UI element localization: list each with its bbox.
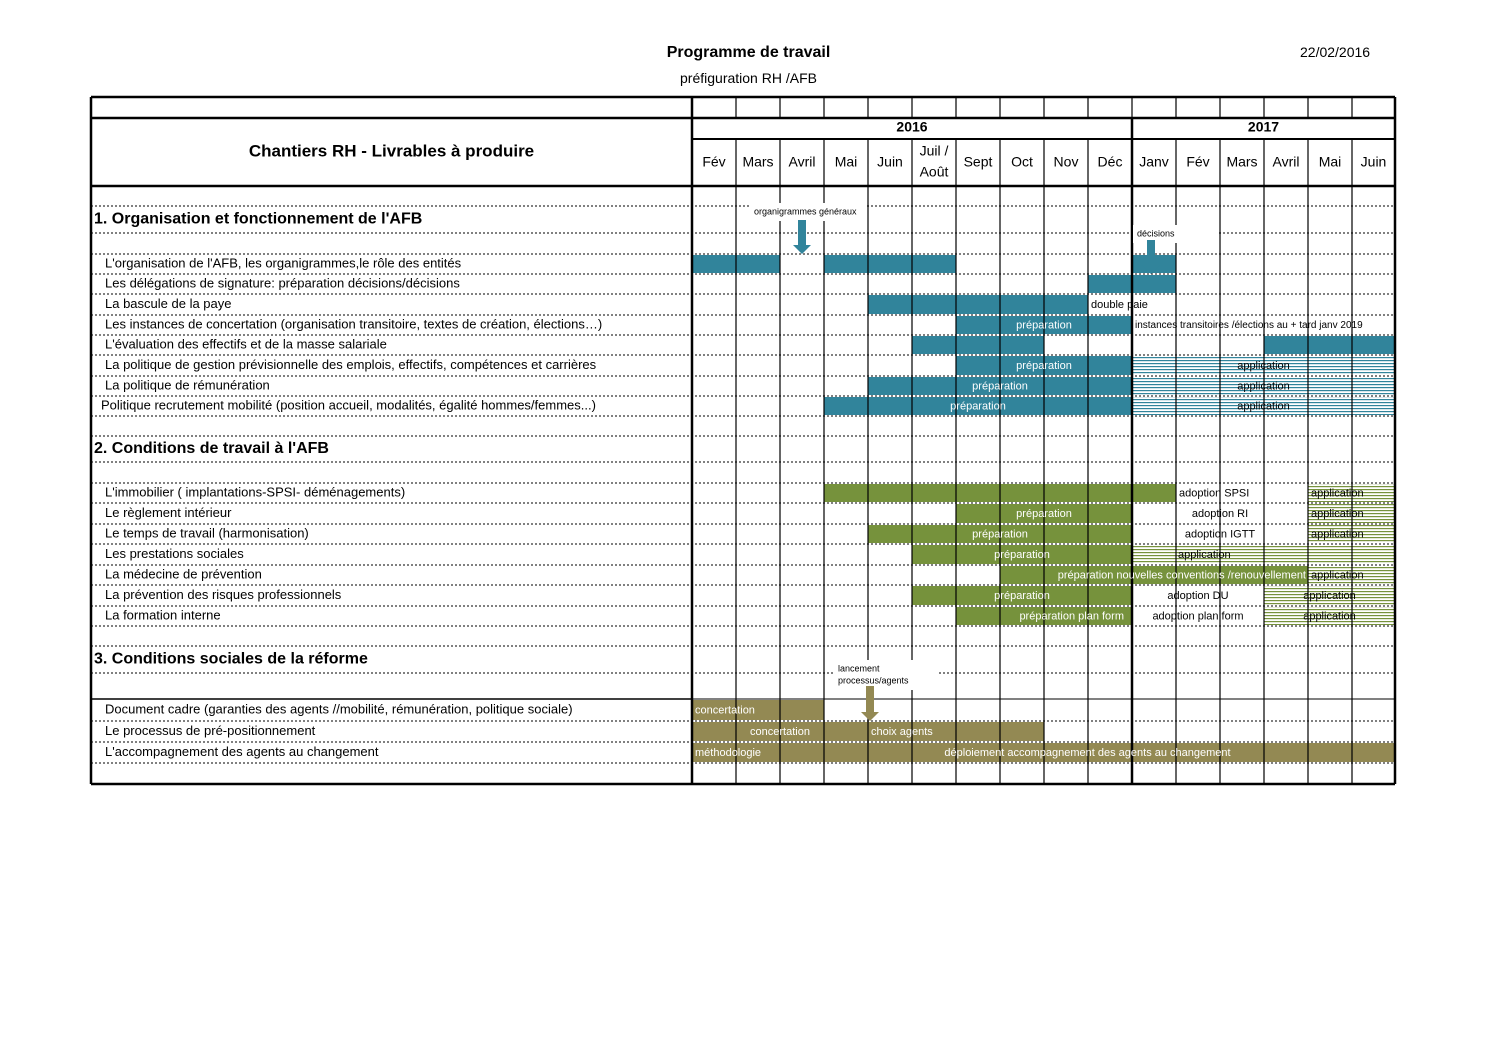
task-label: L'évaluation des effectifs et de la masse salariale [105, 336, 387, 352]
month-header: Fév [702, 153, 726, 170]
bar-label: application [1311, 528, 1364, 541]
month-header: Mars [1226, 153, 1258, 170]
bar-label: adoption RI [1191, 507, 1249, 520]
bar-label: préparation plan form [1019, 610, 1124, 623]
bar-label: adoption SPSI [1179, 487, 1250, 500]
down-arrow-icon [798, 220, 806, 246]
bar-label: double paie [1091, 298, 1148, 311]
bar-label: application [1311, 569, 1364, 582]
milestone-annotation [834, 660, 938, 721]
month-header: Mai [1318, 153, 1342, 170]
bar-label: application [1311, 487, 1364, 500]
bar-label: préparation [972, 380, 1028, 393]
month-header: Août [919, 163, 949, 180]
down-arrow-icon [793, 245, 811, 254]
bar-label: choix agents [871, 725, 933, 738]
bar-label: application [1303, 589, 1356, 602]
bar-label: concertation [695, 704, 755, 717]
month-header: Fév [1186, 153, 1210, 170]
month-header: Avril [1272, 153, 1300, 170]
annotation-text: décisions [1137, 228, 1175, 239]
task-label: L'immobilier ( implantations-SPSI- déménagements) [105, 484, 406, 500]
bar-label: préparation [1016, 507, 1072, 520]
task-label: Les délégations de signature: préparation décisions/décisions [105, 275, 460, 291]
down-arrow-icon [1147, 240, 1155, 266]
bar-label: préparation [950, 400, 1006, 413]
month-header: Juin [877, 153, 903, 170]
header-label: Chantiers RH - Livrables à produire [248, 141, 535, 161]
task-label: La médecine de prévention [105, 566, 262, 582]
bar-label: application [1237, 400, 1290, 413]
bar-label: préparation [1016, 359, 1072, 372]
month-header: Nov [1053, 153, 1079, 170]
bar-label: préparation [994, 548, 1050, 561]
task-label: La politique de gestion prévisionnelle des emplois, effectifs, compétences et carrières [105, 356, 597, 372]
down-arrow-icon [861, 712, 879, 721]
bar-label: application [1303, 610, 1356, 623]
document-subtitle: préfiguration RH /AFB [680, 70, 817, 86]
bar-label: déploiement accompagnement des agents au changement [944, 746, 1231, 759]
section-title: 2. Conditions de travail à l'AFB [94, 440, 329, 458]
year-2017-label: 2017 [1247, 118, 1280, 135]
annotation-text: organigrammes généraux [754, 206, 857, 217]
month-header: Sept [963, 153, 993, 170]
task-label: L'accompagnement des agents au changement [105, 743, 379, 759]
task-label: Les instances de concertation (organisation transitoire, textes de création, élections…) [105, 316, 603, 332]
month-header: Déc [1097, 153, 1123, 170]
gantt-bar [1264, 336, 1395, 354]
bar-label: application [1237, 359, 1290, 372]
bar-label: adoption plan form [1152, 610, 1244, 623]
gantt-bar [824, 255, 956, 273]
gantt-bar [868, 295, 1088, 314]
section-title: 3. Conditions sociales de la réforme [94, 650, 368, 668]
month-header: Janv [1139, 153, 1169, 170]
bar-label: préparation [1016, 319, 1072, 332]
task-label: La formation interne [105, 607, 221, 623]
annotation-text: lancement [838, 663, 880, 674]
month-header: Mai [834, 153, 858, 170]
bar-label: adoption DU [1167, 589, 1229, 602]
month-header: Oct [1011, 153, 1033, 170]
bar-label: instances transitoires /élections au + tard janv 2019 [1135, 320, 1363, 332]
year-2016-label: 2016 [896, 118, 928, 135]
bar-label: préparation [994, 589, 1050, 602]
task-label: Document cadre (garanties des agents //mobilité, rémunération, politique sociale) [105, 701, 573, 717]
document-date: 22/02/2016 [1300, 44, 1371, 60]
task-label: Le processus de pré-positionnement [105, 722, 316, 738]
bar-label: méthodologie [695, 746, 762, 759]
milestone-annotation [750, 203, 866, 254]
task-label: L'organisation de l'AFB, les organigrammes,le rôle des entités [105, 255, 462, 271]
task-label: Politique recrutement mobilité (position accueil, modalités, égalité hommes/femmes...) [101, 397, 596, 413]
task-label: La politique de rémunération [105, 377, 270, 393]
task-label: La prévention des risques professionnels [105, 586, 342, 602]
bar-label: adoption IGTT [1184, 528, 1256, 541]
down-arrow-icon [866, 686, 874, 713]
bar-label: application [1178, 548, 1231, 561]
task-label: Les prestations sociales [105, 545, 244, 561]
gantt-bar [912, 336, 1044, 354]
section-title: 1. Organisation et fonctionnement de l'AFB [94, 210, 423, 228]
month-header: Mars [742, 153, 774, 170]
month-header: Juil / [919, 142, 949, 159]
bar-label: concertation [750, 725, 810, 738]
bar-label: application [1311, 507, 1364, 520]
month-header: Juin [1360, 153, 1387, 170]
bar-label: préparation [972, 528, 1028, 541]
month-header: Avril [788, 153, 816, 170]
annotation-text: processus/agents [838, 675, 909, 686]
task-label: Le temps de travail (harmonisation) [105, 525, 309, 541]
task-label: Le règlement intérieur [105, 504, 232, 520]
task-label: La bascule de la paye [105, 295, 232, 311]
document-title: Programme de travail [666, 44, 831, 61]
bar-label: application [1237, 380, 1290, 393]
bar-label: préparation nouvelles conventions /renouvellement [1057, 569, 1306, 582]
